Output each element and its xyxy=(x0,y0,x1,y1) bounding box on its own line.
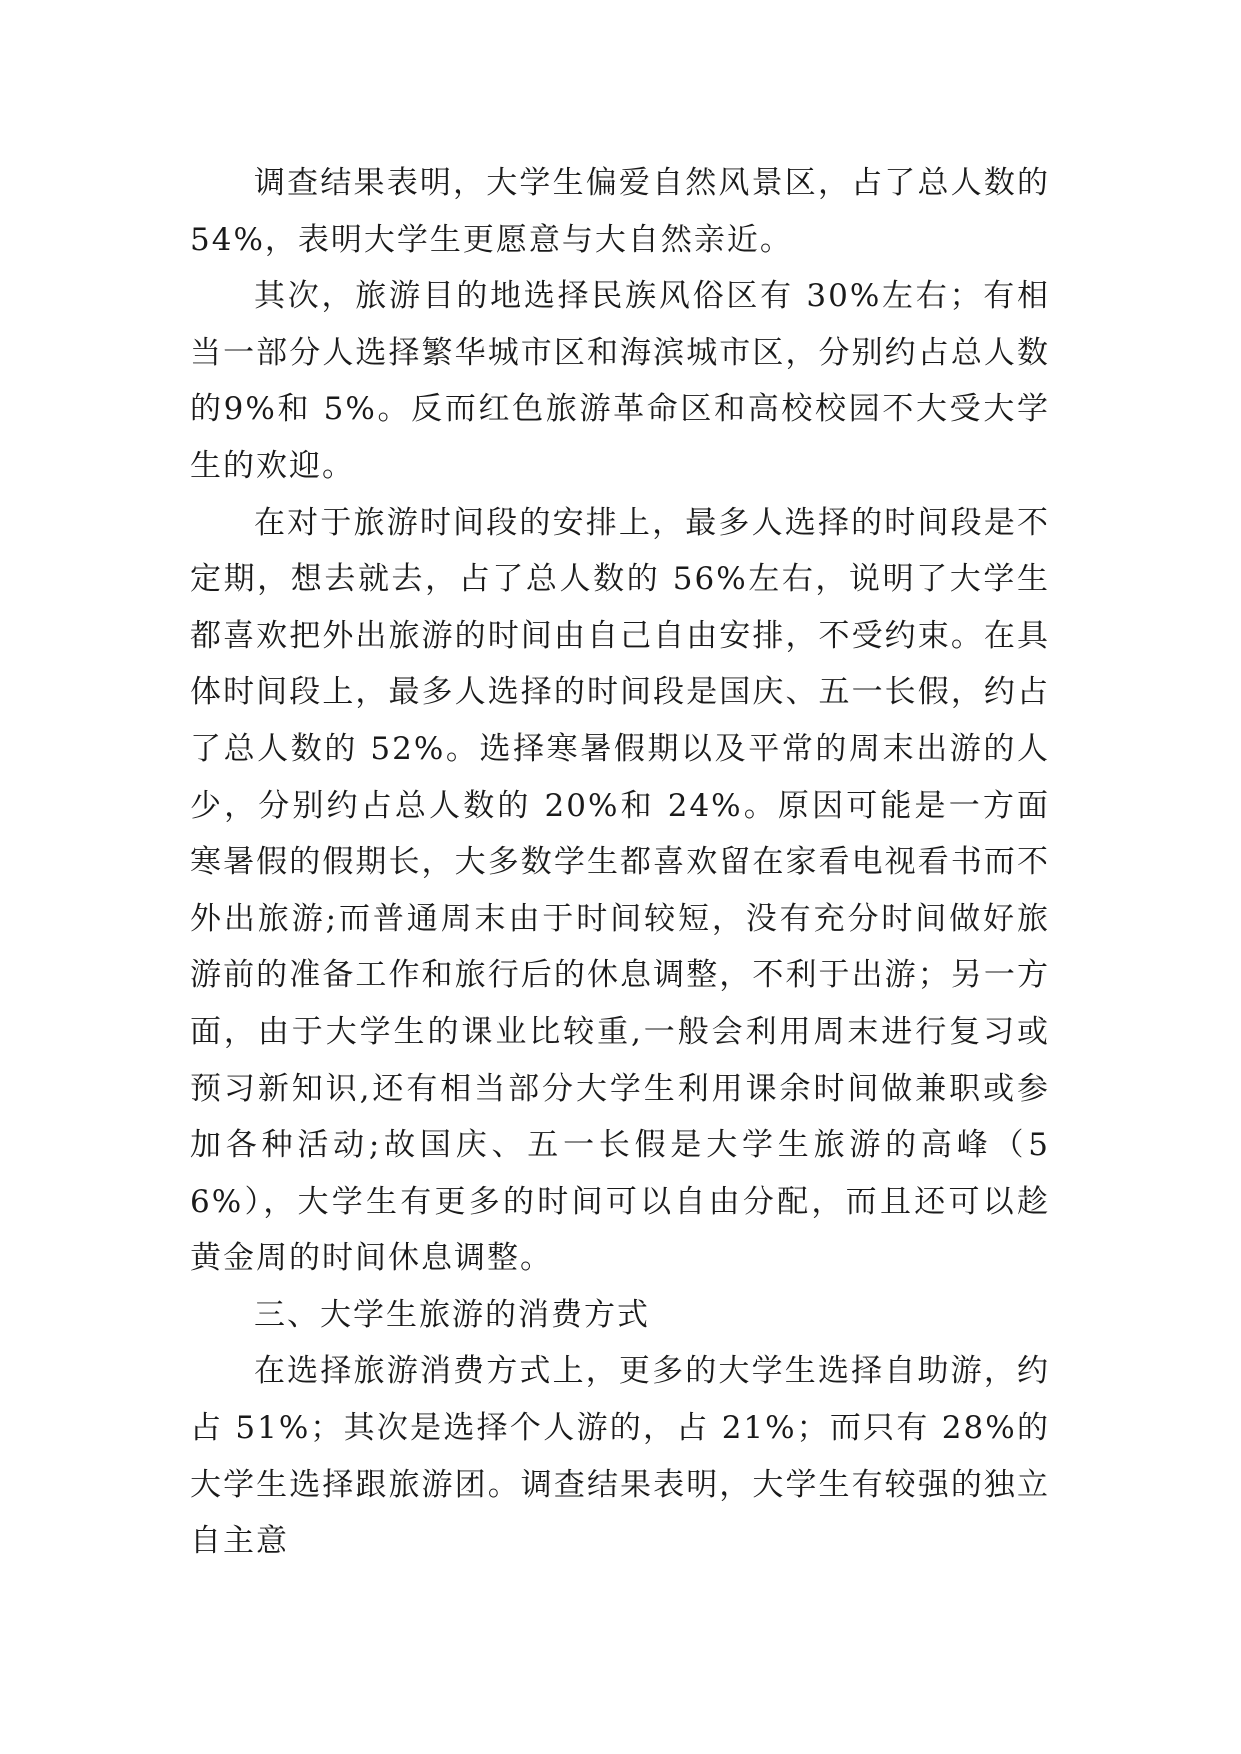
paragraph-scenic-preference: 调查结果表明，大学生偏爱自然风景区，占了总人数的54%，表明大学生更愿意与大自然亲近。 xyxy=(190,165,1050,258)
paragraph-travel-timing: 在对于旅游时间段的安排上，最多人选择的时间段是不定期，想去就去，占了总人数的 56%左右，说明了大学生都喜欢把外出旅游的时间由自己自由安排，不受约束。在具体时间段上，最多人选择的时间段是国庆、五一长假，约占了总人数的 52%。选择寒暑假期以及平常的周末出游的人少，分别约占总人数的 20%和 24%。原因可能是一方面寒暑假的假期长，大多数学生都喜欢留在家看电视看书而不外出旅游;而普通周末由于时间较短，没有充分时间做好旅游前的准备工作和旅行后的休息调整，不利于出游；另一方面，由于大学生的课业比较重,一般会利用周末进行复习或预习新知识,还有相当部分大学生利用课余时间做兼职或参加各种活动;故国庆、五一长假是大学生旅游的高峰（56%），大学生有更多的时间可以自由分配，而且还可以趁黄金周的时间休息调整。 xyxy=(190,504,1050,1277)
paragraph-destination-choice: 其次，旅游目的地选择民族风俗区有 30%左右；有相当一部分人选择繁华城市区和海滨城市区，分别约占总人数的9%和 5%。反而红色旅游革命区和高校校园不大受大学生的欢迎。 xyxy=(190,278,1050,484)
paragraph-consumption-mode: 在选择旅游消费方式上，更多的大学生选择自助游，约占 51%；其次是选择个人游的，占 21%；而只有 28%的大学生选择跟旅游团。调查结果表明，大学生有较强的独立自主意 xyxy=(190,1353,1050,1560)
document-body xyxy=(190,155,1050,1570)
section-heading: 三、大学生旅游的消费方式 xyxy=(254,1296,650,1333)
